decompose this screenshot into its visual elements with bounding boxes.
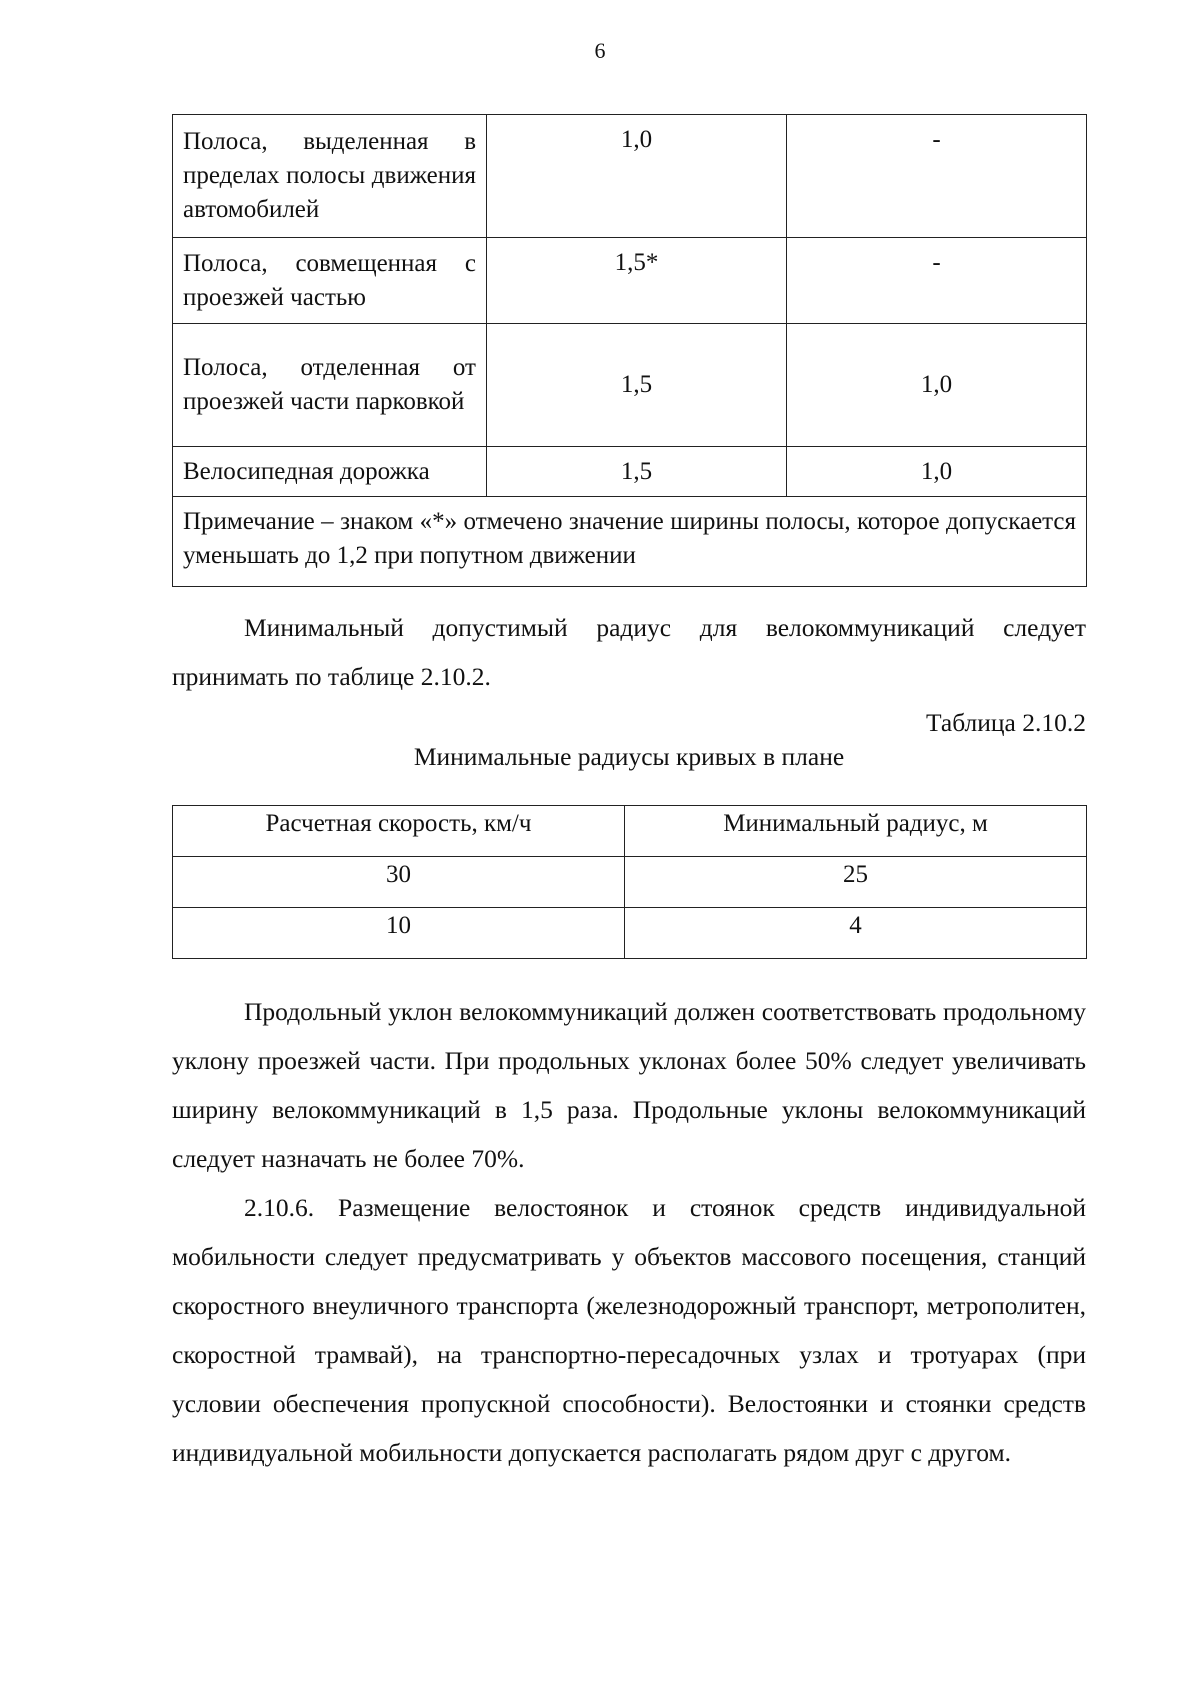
paragraph-text: Минимальный допустимый радиус для велокоммуникаций следует принимать по таблице 2.10.2. <box>172 613 1086 691</box>
paragraph-text: 2.10.6. Размещение велостоянок и стоянок средств индивидуальной мобильности следует предусматривать у объектов массового посещения, станций скоростного внеуличного транспорта (железнодорожный транспорт, метрополитен, скоростной трамвай), на транспортно-пересадочных узлах и тротуарах (при условии обеспечения пропускной способности). Велостоянки и стоянки средств индивидуальной мобильности допускается располагать рядом друг с другом. <box>172 1193 1086 1467</box>
table-number: Таблица 2.10.2 <box>925 708 1086 737</box>
table-cell: 25 <box>625 857 1087 908</box>
table-row <box>173 238 1087 324</box>
table-row <box>173 908 1087 959</box>
column-header: Минимальный радиус, м <box>625 806 1087 857</box>
table-row <box>173 447 1087 497</box>
paragraph <box>172 603 1086 701</box>
row-value: - <box>787 238 1087 324</box>
table-row <box>173 324 1087 447</box>
table-cell: 4 <box>625 908 1087 959</box>
row-value: - <box>787 115 1087 238</box>
row-label: Полоса, совмещенная с проезжей частью <box>173 238 487 324</box>
table-row <box>173 857 1087 908</box>
lane-width-table <box>172 114 1087 587</box>
row-label: Велосипедная дорожка <box>173 447 487 497</box>
table-row <box>173 497 1087 587</box>
table-row <box>173 115 1087 238</box>
row-value: 1,5 <box>487 324 787 447</box>
table-title: Минимальные радиусы кривых в плане <box>413 742 845 771</box>
row-value: 1,0 <box>787 447 1087 497</box>
column-header: Расчетная скорость, км/ч <box>173 806 625 857</box>
paragraph <box>172 987 1086 1183</box>
page-number: 6 <box>594 38 606 63</box>
row-label: Полоса, выделенная в пределах полосы движения автомобилей <box>173 115 487 238</box>
table-cell: 10 <box>173 908 625 959</box>
radius-table <box>172 805 1087 959</box>
paragraph <box>172 1183 1086 1477</box>
row-label: Полоса, отделенная от проезжей части парковкой <box>173 324 487 447</box>
table-header-row <box>173 806 1087 857</box>
table-note: Примечание – знаком «*» отмечено значение ширины полосы, которое допускается уменьшать до 1,2 при попутном движении <box>173 497 1087 587</box>
paragraph-text: Продольный уклон велокоммуникаций должен соответствовать продольному уклону проезжей части. При продольных уклонах более 50% следует увеличивать ширину велокоммуникаций в 1,5 раза. Продольные уклоны велокоммуникаций следует назначать не более 70%. <box>172 997 1086 1173</box>
row-value: 1,5 <box>487 447 787 497</box>
row-value: 1,0 <box>787 324 1087 447</box>
row-value: 1,0 <box>487 115 787 238</box>
table-cell: 30 <box>173 857 625 908</box>
row-value: 1,5* <box>487 238 787 324</box>
